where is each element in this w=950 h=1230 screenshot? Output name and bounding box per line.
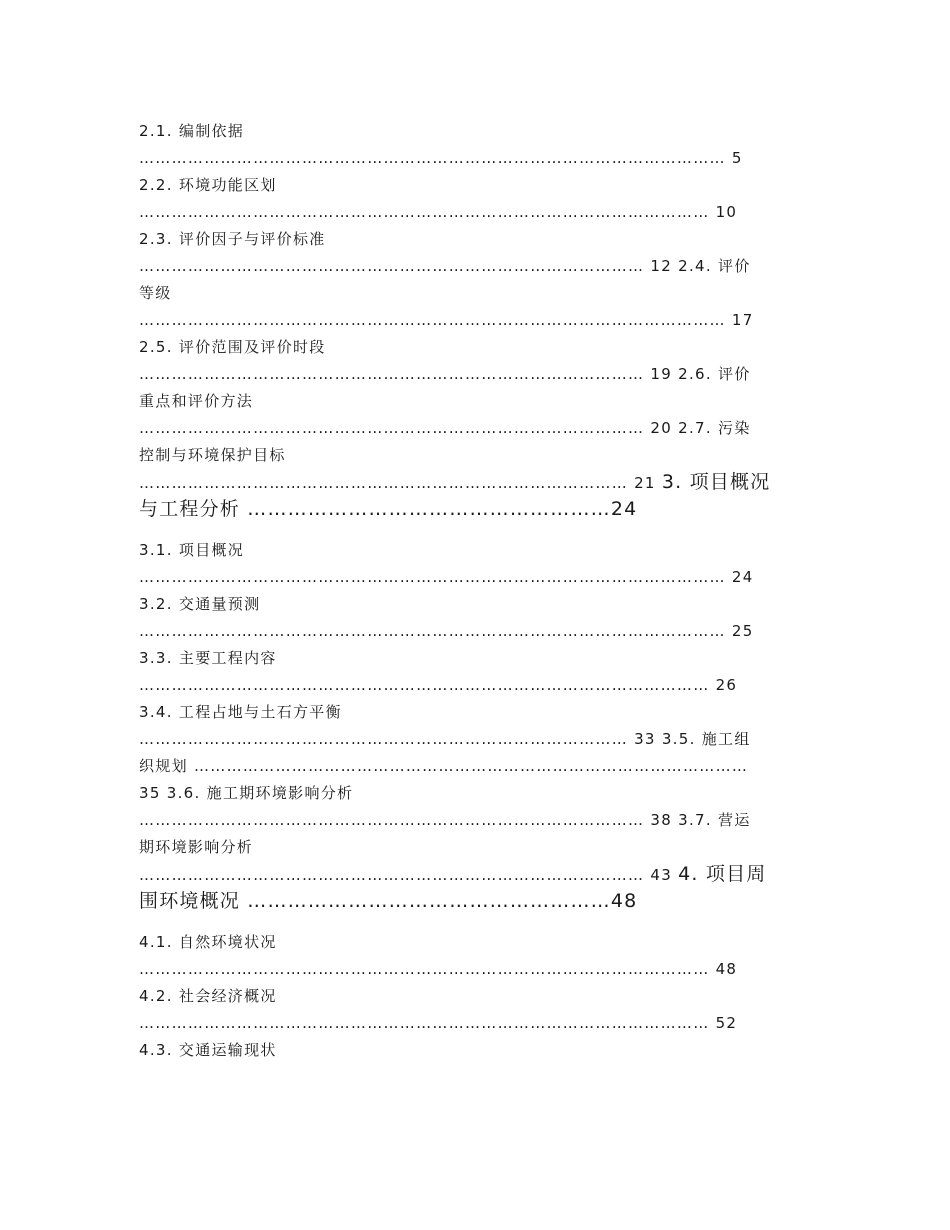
toc-entry-2-3: 2.3. 评价因子与评价标准 [139,230,326,248]
toc-entry-2-6: 重点和评价方法 [139,392,254,410]
toc-leader [139,469,819,496]
toc-leader-text: ……………………………………………………………………………… 21 [139,474,656,492]
chapter-3-heading: 3. 项目概况 [661,471,771,493]
toc-entry-2-2: 2.2. 环境功能区划 [139,176,277,194]
toc-entry-3-3: 3.3. 主要工程内容 [139,649,277,667]
toc-entry-4-3: 4.3. 交通运输现状 [139,1041,277,1059]
toc-leader: ………………………………………………………………………………… 19 2.6. 评价 [139,365,751,383]
toc-entry-4-2: 4.2. 社会经济概况 [139,987,277,1005]
chapter-4-heading: 4. 项目周 [678,863,767,885]
toc-leader: ……………………………………………………………………………………………… 24 [139,568,754,586]
toc-entry-3-1: 3.1. 项目概况 [139,541,245,559]
toc-entry-3-4: 3.4. 工程占地与土石方平衡 [139,703,342,721]
toc-leader: ………………………………………………………………………………… 38 3.7. 营运 [139,811,751,829]
toc-leader: ……………………………………………………………………………………………… 17 [139,311,754,329]
toc-leader: ………………………………………………………………………………… 12 2.4. 评价 [139,257,751,275]
toc-leader: ……………………………………………………………………………… 33 3.5. 施工组 [139,730,751,748]
table-of-contents [139,118,819,1064]
toc-entry-3-5: 织规划 ………………………………………………………………………………………… [139,757,749,775]
toc-leader: …………………………………………………………………………………………… 52 [139,1014,738,1032]
toc-leader: ……………………………………………………………………………………………… 25 [139,622,754,640]
chapter-3-heading-cont: 与工程分析 ………………………………………………24 [139,498,638,520]
toc-leader: ………………………………………………………………………………… 20 2.7. 污染 [139,419,751,437]
chapter-4-heading-cont: 围环境概况 ………………………………………………48 [139,890,638,912]
toc-leader: …………………………………………………………………………………………… 10 [139,203,738,221]
toc-entry-2-5: 2.5. 评价范围及评价时段 [139,338,326,356]
toc-entry-4-1: 4.1. 自然环境状况 [139,933,277,951]
toc-entry-3-6: 35 3.6. 施工期环境影响分析 [139,784,354,802]
toc-leader: ……………………………………………………………………………………………… 5 [139,149,743,167]
toc-leader-text: ………………………………………………………………………………… 43 [139,866,673,884]
toc-entry-2-1: 2.1. 编制依据 [139,122,245,140]
toc-leader: …………………………………………………………………………………………… 26 [139,676,738,694]
toc-entry-2-7: 控制与环境保护目标 [139,446,286,464]
toc-entry-2-4: 等级 [139,284,172,302]
toc-entry-3-7: 期环境影响分析 [139,838,254,856]
toc-leader [139,861,819,888]
toc-entry-3-2: 3.2. 交通量预测 [139,595,261,613]
toc-leader: …………………………………………………………………………………………… 48 [139,960,738,978]
